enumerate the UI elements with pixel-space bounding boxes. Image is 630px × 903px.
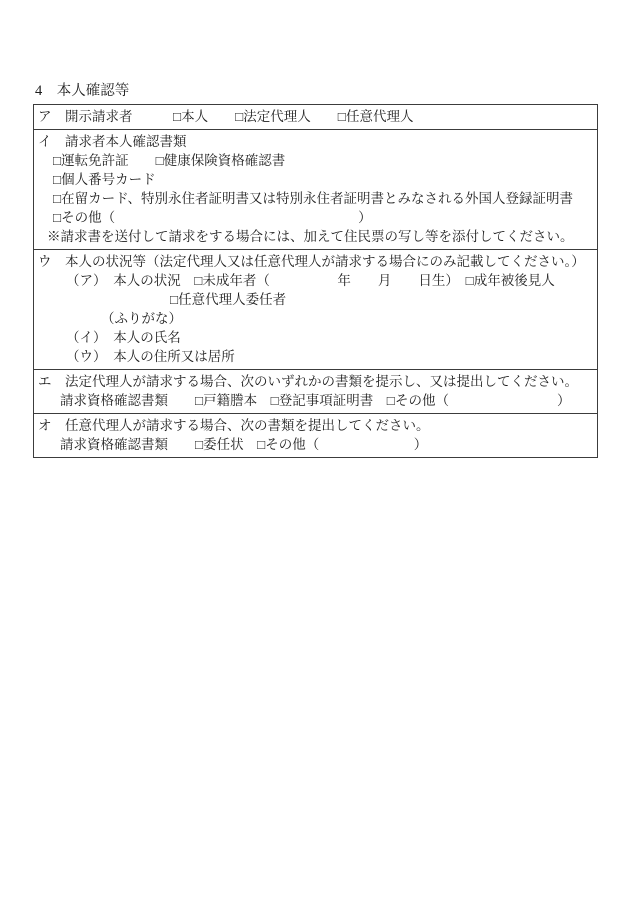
identity-verification-table [33,104,598,458]
identity-docs-header: イ 請求者本人確認書類 [38,134,187,149]
principal-status-header: ウ 本人の状況等（法定代理人又は任意代理人が請求する場合にのみ記載してください。） [38,254,585,269]
option-drivers-license-health-insurance: □運転免許証 □健康保険資格確認書 [53,153,286,168]
voluntary-agent-header: オ 任意代理人が請求する場合、次の書類を提出してください。 [38,418,430,433]
principal-status-options-line: （ア） 本人の状況 □未成年者（ 年 月 日生） □成年被後見人 [66,273,555,288]
legal-agent-header: エ 法定代理人が請求する場合、次のいずれかの書類を提示し、又は提出してください。 [38,374,578,389]
table-row-u-principal-status [34,250,597,370]
voluntary-agent-docs-line: 請求資格確認書類 □委任状 □その他（ ） [60,437,428,452]
table-row-e-legal-agent [34,370,597,414]
requester-type-line: ア 開示請求者 □本人 □法定代理人 □任意代理人 [38,109,414,124]
section-title: 4 本人確認等 [35,83,130,99]
table-row-i-identity-documents [34,130,597,250]
option-other-document: □その他（ ） [53,210,372,225]
legal-agent-docs-line: 請求資格確認書類 □戸籍謄本 □登記事項証明書 □その他（ ） [60,393,571,408]
principal-address-line: （ウ） 本人の住所又は居所 [66,349,235,364]
table-row-o-voluntary-agent [34,414,597,457]
option-voluntary-agent-delegator: □任意代理人委任者 [170,292,287,307]
option-residence-card: □在留カード、特別永住者証明書又は特別永住者証明書とみなされる外国人登録証明書 [53,191,573,206]
option-my-number-card: □個人番号カード [53,172,156,187]
table-row-a-requester-type [34,105,597,130]
note-resident-record: ※請求書を送付して請求をする場合には、加えて住民票の写し等を添付してください。 [47,229,574,244]
furigana-label: （ふりがな） [101,311,182,326]
principal-name-line: （イ） 本人の氏名 [66,330,181,345]
